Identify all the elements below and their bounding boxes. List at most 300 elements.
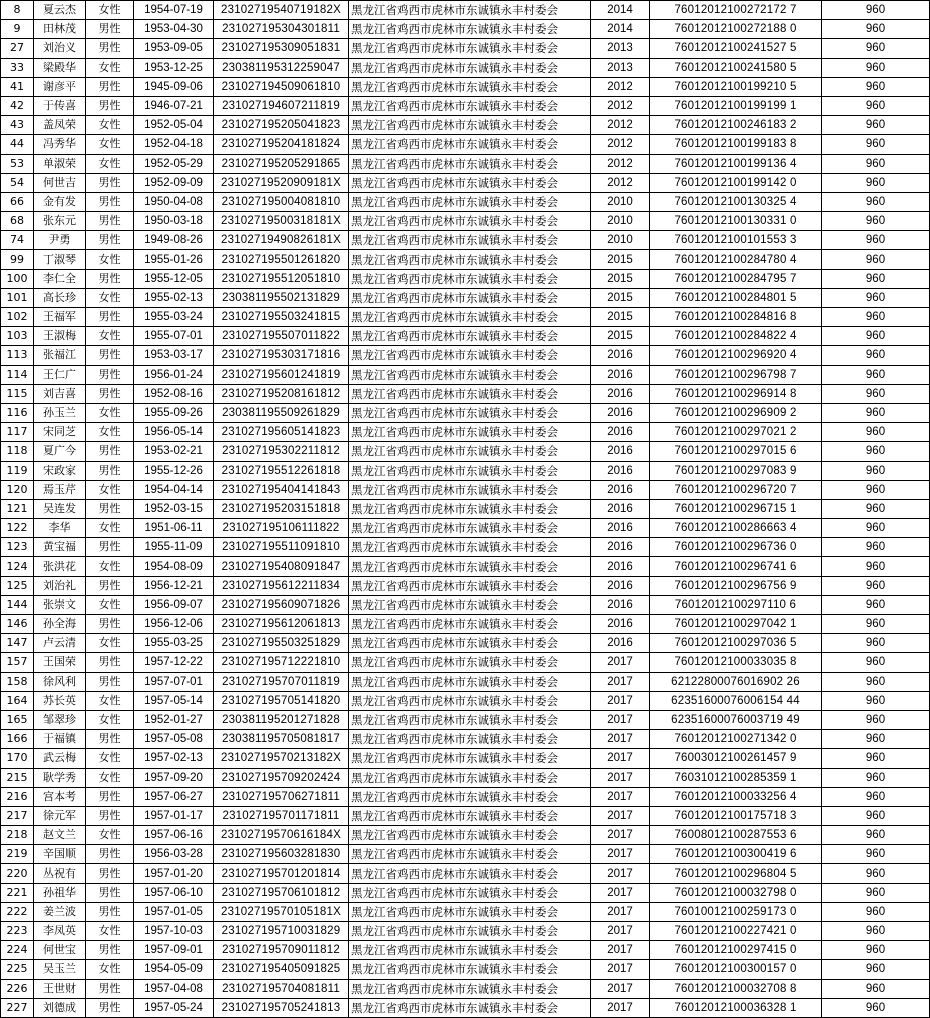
account-number-cell: 76012012100199142 0 [650,173,822,192]
table-row [1,269,930,288]
account-number-cell: 76012012100296920 4 [650,346,822,365]
address-cell: 黑龙江省鸡西市虎林市东诚镇永丰村委会 [349,941,591,960]
address-cell: 黑龙江省鸡西市虎林市东诚镇永丰村委会 [349,288,591,307]
address-cell: 黑龙江省鸡西市虎林市东诚镇永丰村委会 [349,480,591,499]
year-cell: 2017 [591,864,650,883]
id-number-cell: 231027195710031829 [214,922,349,941]
year-cell: 2010 [591,192,650,211]
birth-date-cell: 1957-10-03 [134,922,214,941]
table-row [1,787,930,806]
year-cell: 2013 [591,58,650,77]
gender-cell: 男性 [86,730,134,749]
account-number-cell: 76012012100296909 2 [650,403,822,422]
year-cell: 2017 [591,922,650,941]
account-number-cell: 76012012100246183 2 [650,116,822,135]
address-cell: 黑龙江省鸡西市虎林市东诚镇永丰村委会 [349,902,591,921]
gender-cell: 男性 [86,77,134,96]
amount-cell: 960 [822,116,930,135]
gender-cell: 女性 [86,634,134,653]
birth-date-cell: 1957-05-24 [134,998,214,1017]
id-number-cell: 230381195509261829 [214,403,349,422]
birth-date-cell: 1957-07-01 [134,672,214,691]
address-cell: 黑龙江省鸡西市虎林市东诚镇永丰村委会 [349,308,591,327]
row-number-cell: 125 [1,576,34,595]
account-number-cell: 62351600076003719 49 [650,710,822,729]
row-number-cell: 43 [1,116,34,135]
row-number-cell: 115 [1,384,34,403]
id-number-cell: 230381195201271828 [214,710,349,729]
amount-cell: 960 [822,403,930,422]
gender-cell: 男性 [86,499,134,518]
address-cell: 黑龙江省鸡西市虎林市东诚镇永丰村委会 [349,58,591,77]
amount-cell: 960 [822,864,930,883]
address-cell: 黑龙江省鸡西市虎林市东诚镇永丰村委会 [349,39,591,58]
name-cell: 于福镇 [34,730,86,749]
id-number-cell: 231027195701201814 [214,864,349,883]
table-row [1,806,930,825]
gender-cell: 女性 [86,423,134,442]
table-row [1,710,930,729]
table-row [1,231,930,250]
address-cell: 黑龙江省鸡西市虎林市东诚镇永丰村委会 [349,768,591,787]
amount-cell: 960 [822,423,930,442]
name-cell: 黄宝福 [34,538,86,557]
account-number-cell: 76012012100296720 7 [650,480,822,499]
row-number-cell: 68 [1,212,34,231]
year-cell: 2017 [591,960,650,979]
year-cell: 2015 [591,308,650,327]
year-cell: 2015 [591,327,650,346]
amount-cell: 960 [822,1,930,20]
year-cell: 2016 [591,403,650,422]
amount-cell: 960 [822,192,930,211]
id-number-cell: 23102719570105181X [214,902,349,921]
amount-cell: 960 [822,480,930,499]
id-number-cell: 231027195405091825 [214,960,349,979]
row-number-cell: 41 [1,77,34,96]
table-row [1,384,930,403]
amount-cell: 960 [822,615,930,634]
address-cell: 黑龙江省鸡西市虎林市东诚镇永丰村委会 [349,576,591,595]
year-cell: 2015 [591,288,650,307]
gender-cell: 男性 [86,998,134,1017]
account-number-cell: 76012012100032798 0 [650,883,822,902]
gender-cell: 女性 [86,557,134,576]
amount-cell: 960 [822,730,930,749]
address-cell: 黑龙江省鸡西市虎林市东诚镇永丰村委会 [349,1,591,20]
address-cell: 黑龙江省鸡西市虎林市东诚镇永丰村委会 [349,730,591,749]
id-number-cell: 231027195701171811 [214,806,349,825]
gender-cell: 男性 [86,979,134,998]
table-row [1,403,930,422]
row-number-cell: 116 [1,403,34,422]
year-cell: 2016 [591,576,650,595]
name-cell: 田林茂 [34,20,86,39]
id-number-cell: 23102719570616184X [214,826,349,845]
table-row [1,365,930,384]
row-number-cell: 54 [1,173,34,192]
address-cell: 黑龙江省鸡西市虎林市东诚镇永丰村委会 [349,691,591,710]
year-cell: 2012 [591,135,650,154]
name-cell: 谢彦平 [34,77,86,96]
table-row [1,768,930,787]
gender-cell: 男性 [86,845,134,864]
amount-cell: 960 [822,749,930,768]
year-cell: 2017 [591,691,650,710]
table-row [1,461,930,480]
account-number-cell: 76012012100033256 4 [650,787,822,806]
row-number-cell: 157 [1,653,34,672]
birth-date-cell: 1957-06-27 [134,787,214,806]
account-number-cell: 76012012100297021 2 [650,423,822,442]
address-cell: 黑龙江省鸡西市虎林市东诚镇永丰村委会 [349,77,591,96]
amount-cell: 960 [822,212,930,231]
id-number-cell: 230381195312259047 [214,58,349,77]
table-row [1,653,930,672]
name-cell: 何世宝 [34,941,86,960]
name-cell: 王淑梅 [34,327,86,346]
gender-cell: 男性 [86,653,134,672]
year-cell: 2012 [591,173,650,192]
birth-date-cell: 1953-03-17 [134,346,214,365]
year-cell: 2017 [591,979,650,998]
year-cell: 2016 [591,346,650,365]
row-number-cell: 224 [1,941,34,960]
table-row [1,864,930,883]
table-row [1,96,930,115]
address-cell: 黑龙江省鸡西市虎林市东诚镇永丰村委会 [349,864,591,883]
account-number-cell: 76012012100271342 0 [650,730,822,749]
amount-cell: 960 [822,998,930,1017]
table-row [1,979,930,998]
table-row [1,480,930,499]
id-number-cell: 231027195609071826 [214,595,349,614]
year-cell: 2017 [591,826,650,845]
name-cell: 丁淑琴 [34,250,86,269]
gender-cell: 女性 [86,960,134,979]
amount-cell: 960 [822,77,930,96]
id-number-cell: 231027195612061813 [214,615,349,634]
name-cell: 刘吉喜 [34,384,86,403]
amount-cell: 960 [822,826,930,845]
name-cell: 李凤英 [34,922,86,941]
id-number-cell: 231027195507011822 [214,327,349,346]
name-cell: 李仁全 [34,269,86,288]
table-row [1,192,930,211]
address-cell: 黑龙江省鸡西市虎林市东诚镇永丰村委会 [349,615,591,634]
birth-date-cell: 1955-12-05 [134,269,214,288]
name-cell: 宋政家 [34,461,86,480]
amount-cell: 960 [822,557,930,576]
birth-date-cell: 1957-09-20 [134,768,214,787]
table-row [1,135,930,154]
amount-cell: 960 [822,269,930,288]
table-row [1,538,930,557]
account-number-cell: 76012012100272188 0 [650,20,822,39]
row-number-cell: 44 [1,135,34,154]
table-row [1,250,930,269]
birth-date-cell: 1954-04-14 [134,480,214,499]
address-cell: 黑龙江省鸡西市虎林市东诚镇永丰村委会 [349,672,591,691]
gender-cell: 女性 [86,826,134,845]
gender-cell: 女性 [86,58,134,77]
row-number-cell: 225 [1,960,34,979]
row-number-cell: 226 [1,979,34,998]
gender-cell: 女性 [86,710,134,729]
account-number-cell: 76012012100130331 0 [650,212,822,231]
row-number-cell: 166 [1,730,34,749]
table-row [1,346,930,365]
table-row [1,308,930,327]
gender-cell: 男性 [86,173,134,192]
table-row [1,557,930,576]
name-cell: 张洪花 [34,557,86,576]
address-cell: 黑龙江省鸡西市虎林市东诚镇永丰村委会 [349,519,591,538]
name-cell: 李华 [34,519,86,538]
birth-date-cell: 1957-04-08 [134,979,214,998]
id-number-cell: 231027195706271811 [214,787,349,806]
account-number-cell: 76012012100296798 7 [650,365,822,384]
account-number-cell: 76003012100261457 9 [650,749,822,768]
amount-cell: 960 [822,922,930,941]
name-cell: 高长珍 [34,288,86,307]
id-number-cell: 23102719490826181X [214,231,349,250]
account-number-cell: 76012012100101553 3 [650,231,822,250]
account-number-cell: 76012012100199199 1 [650,96,822,115]
gender-cell: 男性 [86,672,134,691]
birth-date-cell: 1950-04-08 [134,192,214,211]
year-cell: 2016 [591,461,650,480]
row-number-cell: 74 [1,231,34,250]
birth-date-cell: 1951-06-11 [134,519,214,538]
row-number-cell: 120 [1,480,34,499]
table-row [1,327,930,346]
year-cell: 2016 [591,480,650,499]
account-number-cell: 76012012100286663 4 [650,519,822,538]
account-number-cell: 76012012100199210 5 [650,77,822,96]
year-cell: 2016 [591,519,650,538]
id-number-cell: 231027195707011819 [214,672,349,691]
row-number-cell: 99 [1,250,34,269]
id-number-cell: 231027195204181824 [214,135,349,154]
name-cell: 武云梅 [34,749,86,768]
account-number-cell: 76012012100297083 9 [650,461,822,480]
gender-cell: 女性 [86,327,134,346]
gender-cell: 男性 [86,308,134,327]
name-cell: 张福江 [34,346,86,365]
table-row [1,212,930,231]
birth-date-cell: 1957-12-22 [134,653,214,672]
birth-date-cell: 1956-05-14 [134,423,214,442]
birth-date-cell: 1955-07-01 [134,327,214,346]
id-number-cell: 230381195705081817 [214,730,349,749]
name-cell: 辛国顺 [34,845,86,864]
gender-cell: 女性 [86,768,134,787]
gender-cell: 男性 [86,365,134,384]
gender-cell: 男性 [86,538,134,557]
account-number-cell: 76012012100296914 8 [650,384,822,403]
year-cell: 2012 [591,96,650,115]
gender-cell: 女性 [86,1,134,20]
year-cell: 2014 [591,20,650,39]
name-cell: 孙祖华 [34,883,86,902]
name-cell: 王福军 [34,308,86,327]
table-row [1,845,930,864]
id-number-cell: 231027195601241819 [214,365,349,384]
table-row [1,595,930,614]
address-cell: 黑龙江省鸡西市虎林市东诚镇永丰村委会 [349,499,591,518]
name-cell: 卢云清 [34,634,86,653]
address-cell: 黑龙江省鸡西市虎林市东诚镇永丰村委会 [349,403,591,422]
row-number-cell: 147 [1,634,34,653]
gender-cell: 女性 [86,922,134,941]
account-number-cell: 76012012100297415 0 [650,941,822,960]
year-cell: 2014 [591,1,650,20]
birth-date-cell: 1953-09-05 [134,39,214,58]
birth-date-cell: 1953-04-30 [134,20,214,39]
account-number-cell: 76012012100033035 8 [650,653,822,672]
birth-date-cell: 1957-01-20 [134,864,214,883]
account-number-cell: 76012012100227421 0 [650,922,822,941]
row-number-cell: 227 [1,998,34,1017]
name-cell: 吴玉兰 [34,960,86,979]
name-cell: 孙玉兰 [34,403,86,422]
account-number-cell: 76012012100284801 5 [650,288,822,307]
id-number-cell: 231027195408091847 [214,557,349,576]
id-number-cell: 23102719500318181X [214,212,349,231]
row-number-cell: 100 [1,269,34,288]
address-cell: 黑龙江省鸡西市虎林市东诚镇永丰村委会 [349,20,591,39]
amount-cell: 960 [822,902,930,921]
name-cell: 孙全海 [34,615,86,634]
address-cell: 黑龙江省鸡西市虎林市东诚镇永丰村委会 [349,192,591,211]
gender-cell: 男性 [86,384,134,403]
gender-cell: 男性 [86,902,134,921]
row-number-cell: 118 [1,442,34,461]
row-number-cell: 117 [1,423,34,442]
birth-date-cell: 1956-12-06 [134,615,214,634]
table-row [1,826,930,845]
name-cell: 金有发 [34,192,86,211]
id-number-cell: 231027195309051831 [214,39,349,58]
address-cell: 黑龙江省鸡西市虎林市东诚镇永丰村委会 [349,135,591,154]
birth-date-cell: 1954-05-09 [134,960,214,979]
birth-date-cell: 1954-07-19 [134,1,214,20]
table-row [1,576,930,595]
roster-body [1,1,930,1018]
birth-date-cell: 1952-04-18 [134,135,214,154]
birth-date-cell: 1956-09-07 [134,595,214,614]
id-number-cell: 231027194607211819 [214,96,349,115]
account-number-cell: 76012012100032708 8 [650,979,822,998]
birth-date-cell: 1950-03-18 [134,212,214,231]
row-number-cell: 223 [1,922,34,941]
address-cell: 黑龙江省鸡西市虎林市东诚镇永丰村委会 [349,998,591,1017]
id-number-cell: 231027195705141820 [214,691,349,710]
amount-cell: 960 [822,634,930,653]
account-number-cell: 76012012100130325 4 [650,192,822,211]
table-row [1,20,930,39]
name-cell: 苏长英 [34,691,86,710]
row-number-cell: 215 [1,768,34,787]
table-row [1,58,930,77]
birth-date-cell: 1945-09-06 [134,77,214,96]
id-number-cell: 231027195205041823 [214,116,349,135]
name-cell: 丛祝有 [34,864,86,883]
birth-date-cell: 1952-05-04 [134,116,214,135]
amount-cell: 960 [822,787,930,806]
row-number-cell: 114 [1,365,34,384]
amount-cell: 960 [822,499,930,518]
name-cell: 张东元 [34,212,86,231]
name-cell: 王国荣 [34,653,86,672]
amount-cell: 960 [822,960,930,979]
year-cell: 2016 [591,365,650,384]
birth-date-cell: 1955-03-24 [134,308,214,327]
row-number-cell: 158 [1,672,34,691]
account-number-cell: 76012012100036328 1 [650,998,822,1017]
birth-date-cell: 1955-02-13 [134,288,214,307]
address-cell: 黑龙江省鸡西市虎林市东诚镇永丰村委会 [349,883,591,902]
year-cell: 2017 [591,749,650,768]
name-cell: 赵文兰 [34,826,86,845]
id-number-cell: 231027195404141843 [214,480,349,499]
gender-cell: 女性 [86,154,134,173]
birth-date-cell: 1955-12-26 [134,461,214,480]
address-cell: 黑龙江省鸡西市虎林市东诚镇永丰村委会 [349,557,591,576]
row-number-cell: 101 [1,288,34,307]
gender-cell: 女性 [86,288,134,307]
table-row [1,423,930,442]
amount-cell: 960 [822,883,930,902]
table-row [1,691,930,710]
year-cell: 2017 [591,845,650,864]
name-cell: 宫本考 [34,787,86,806]
id-number-cell: 231027195501261820 [214,250,349,269]
year-cell: 2015 [591,269,650,288]
amount-cell: 960 [822,173,930,192]
year-cell: 2016 [591,595,650,614]
table-row [1,634,930,653]
address-cell: 黑龙江省鸡西市虎林市东诚镇永丰村委会 [349,710,591,729]
year-cell: 2017 [591,941,650,960]
gender-cell: 男性 [86,212,134,231]
row-number-cell: 219 [1,845,34,864]
table-row [1,615,930,634]
table-row [1,154,930,173]
id-number-cell: 231027195705241813 [214,998,349,1017]
name-cell: 单淑荣 [34,154,86,173]
year-cell: 2015 [591,250,650,269]
name-cell: 张崇文 [34,595,86,614]
gender-cell: 男性 [86,192,134,211]
row-number-cell: 113 [1,346,34,365]
amount-cell: 960 [822,231,930,250]
row-number-cell: 170 [1,749,34,768]
address-cell: 黑龙江省鸡西市虎林市东诚镇永丰村委会 [349,634,591,653]
address-cell: 黑龙江省鸡西市虎林市东诚镇永丰村委会 [349,538,591,557]
name-cell: 宋同芝 [34,423,86,442]
name-cell: 徐风利 [34,672,86,691]
year-cell: 2017 [591,883,650,902]
row-number-cell: 216 [1,787,34,806]
account-number-cell: 76012012100284822 4 [650,327,822,346]
address-cell: 黑龙江省鸡西市虎林市东诚镇永丰村委会 [349,212,591,231]
id-number-cell: 231027195203151818 [214,499,349,518]
birth-date-cell: 1957-06-10 [134,883,214,902]
id-number-cell: 231027195302211812 [214,442,349,461]
address-cell: 黑龙江省鸡西市虎林市东诚镇永丰村委会 [349,979,591,998]
